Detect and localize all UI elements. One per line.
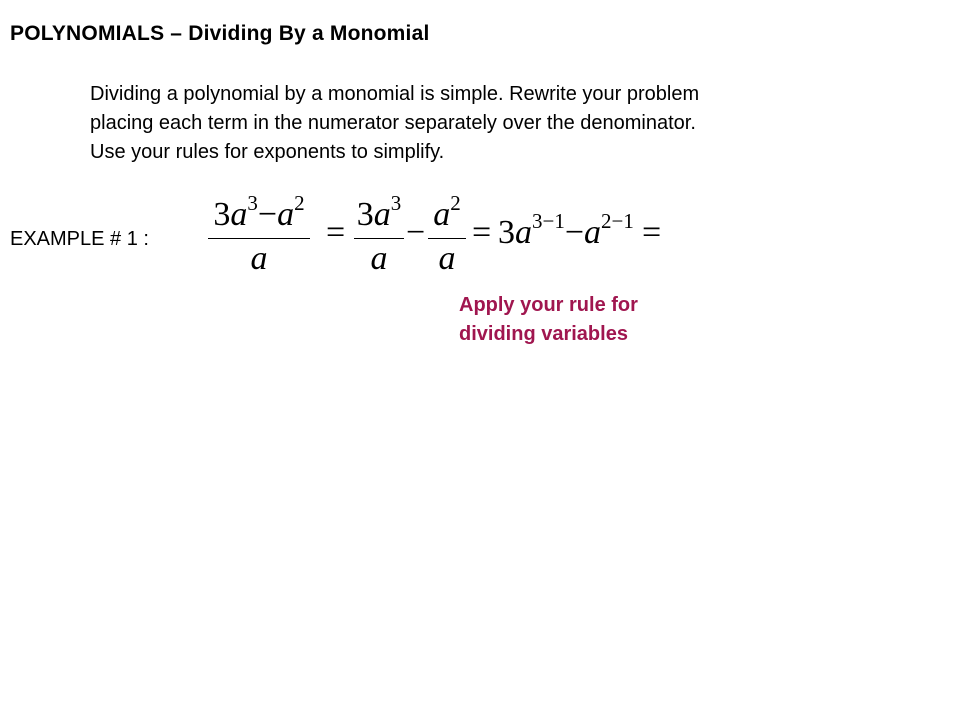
intro-line-1: Dividing a polynomial by a monomial is simple. Rewrite your problem <box>90 83 700 105</box>
fraction-1-denominator: a <box>250 240 268 277</box>
equals-sign-1: = <box>326 214 346 251</box>
slide-title: POLYNOMIALS – Dividing By a Monomial <box>10 22 430 45</box>
fraction-2-numerator: $3a^3$ <box>356 191 402 233</box>
hint-note <box>459 291 638 349</box>
example-label: EXAMPLE # 1 : <box>10 228 149 250</box>
fraction-2-bar <box>354 238 404 239</box>
intro-line-3: Use your rules for exponents to simplify. <box>90 141 445 163</box>
hint-line-1: Apply your rule for <box>459 294 638 316</box>
fraction-1-numerator: $3a^3-a^2$ <box>213 191 305 233</box>
equals-sign-3: = <box>642 214 662 251</box>
intro-paragraph <box>90 80 850 167</box>
hint-line-2: dividing variables <box>459 323 628 345</box>
fraction-3-denominator: a <box>438 240 456 277</box>
minus-sign: − <box>406 214 426 251</box>
fraction-2-denominator: a <box>370 240 388 277</box>
fraction-3-bar <box>428 238 466 239</box>
fraction-1-bar <box>208 238 310 239</box>
result-expression: $3a^{3-1}-a^{2-1}$ <box>498 209 634 251</box>
fraction-3-numerator: $a^2$ <box>433 191 461 233</box>
intro-line-2: placing each term in the numerator separately over the denominator. <box>90 112 696 134</box>
equals-sign-2: = <box>472 214 492 251</box>
